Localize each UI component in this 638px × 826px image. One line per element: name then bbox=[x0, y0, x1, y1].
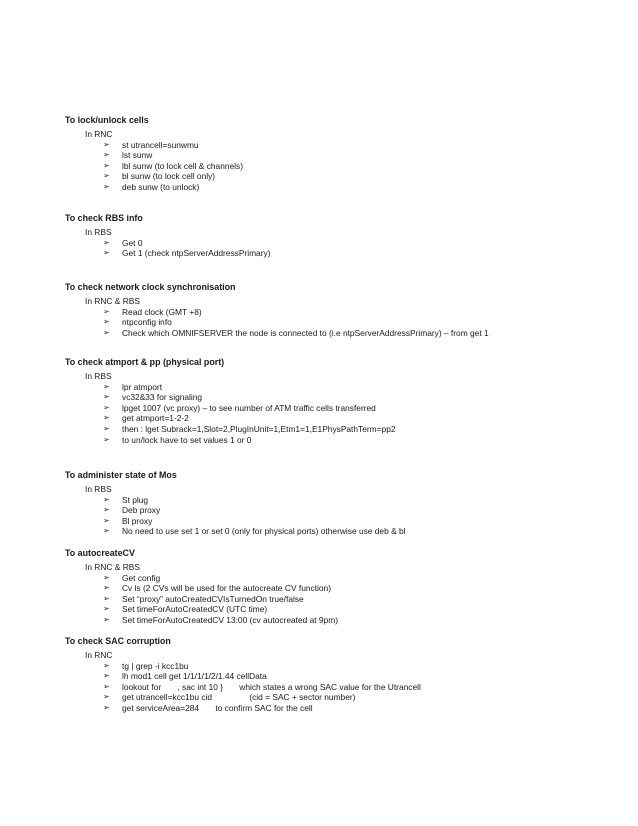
list-item bbox=[65, 692, 618, 703]
list-item bbox=[65, 703, 618, 714]
arrow-bullet-icon: ➢ bbox=[103, 402, 110, 412]
list-item-text: bl sunw (to lock cell only) bbox=[122, 171, 216, 182]
arrow-bullet-icon: ➢ bbox=[103, 583, 110, 593]
list-item-text: get serviceArea=284 to confirm SAC for the cell bbox=[122, 702, 313, 713]
arrow-bullet-icon: ➢ bbox=[103, 237, 110, 247]
list-item bbox=[65, 140, 618, 151]
arrow-bullet-icon: ➢ bbox=[103, 392, 110, 402]
section-heading: To check RBS info bbox=[65, 213, 143, 223]
section-administer-mos bbox=[65, 470, 618, 537]
arrow-bullet-icon: ➢ bbox=[103, 413, 110, 423]
list-item bbox=[65, 248, 618, 259]
list-item-text: deb sunw (to unlock) bbox=[122, 181, 200, 192]
list-item-text: Bl proxy bbox=[122, 515, 153, 526]
list-item-text: st utrancell=sunwmu bbox=[122, 139, 199, 150]
arrow-bullet-icon: ➢ bbox=[103, 423, 110, 433]
section-context: In RBS bbox=[85, 227, 112, 237]
list-item bbox=[65, 171, 618, 182]
arrow-bullet-icon: ➢ bbox=[103, 515, 110, 525]
arrow-bullet-icon: ➢ bbox=[103, 692, 110, 702]
section-context: In RNC & RBS bbox=[85, 296, 140, 306]
list-item bbox=[65, 594, 618, 605]
list-item-text: lpget 1007 (vc proxy) – to see number of ATM traffic cells transferred bbox=[122, 402, 376, 413]
arrow-bullet-icon: ➢ bbox=[103, 526, 110, 536]
arrow-bullet-icon: ➢ bbox=[103, 671, 110, 681]
arrow-bullet-icon: ➢ bbox=[103, 494, 110, 504]
section-lock-unlock-cells bbox=[65, 115, 618, 193]
list-item bbox=[65, 161, 618, 172]
arrow-bullet-icon: ➢ bbox=[103, 327, 110, 337]
list-item bbox=[65, 583, 618, 594]
section-context: In RBS bbox=[85, 484, 112, 494]
list-item bbox=[65, 671, 618, 682]
command-list bbox=[65, 382, 618, 446]
list-item-text: Check which OMNIFSERVER the node is connected to (i.e ntpServerAddressPrimary) – from get 1 bbox=[122, 327, 489, 338]
list-item-text: Get 0 bbox=[122, 237, 143, 248]
arrow-bullet-icon: ➢ bbox=[103, 702, 110, 712]
command-list bbox=[65, 140, 618, 193]
list-item bbox=[65, 495, 618, 506]
list-item-text: No need to use set 1 or set 0 (only for physical ports) otherwise use deb & bl bbox=[122, 526, 406, 537]
list-item-text: vc32&33 for signaling bbox=[122, 392, 203, 403]
section-heading: To check atmport & pp (physical port) bbox=[65, 357, 225, 367]
section-context: In RBS bbox=[85, 371, 112, 381]
list-item bbox=[65, 526, 618, 537]
list-item-text: Get config bbox=[122, 572, 161, 583]
list-item-text: Read clock (GMT +8) bbox=[122, 306, 202, 317]
list-item-text: lh mod1 cell get 1/1/1/1/2/1.44 cellData bbox=[122, 671, 267, 682]
list-item-text: get atmport=1-2-2 bbox=[122, 413, 189, 424]
arrow-bullet-icon: ➢ bbox=[103, 160, 110, 170]
arrow-bullet-icon: ➢ bbox=[103, 681, 110, 691]
arrow-bullet-icon: ➢ bbox=[103, 604, 110, 614]
list-item-text: Deb proxy bbox=[122, 505, 161, 516]
list-item bbox=[65, 403, 618, 414]
list-item bbox=[65, 682, 618, 693]
list-item-text: get utrancell=kcc1bu cid (cid = SAC + sector number) bbox=[122, 692, 356, 703]
section-atmport-pp bbox=[65, 357, 618, 445]
list-item bbox=[65, 604, 618, 615]
arrow-bullet-icon: ➢ bbox=[103, 660, 110, 670]
list-item bbox=[65, 615, 618, 626]
arrow-bullet-icon: ➢ bbox=[103, 434, 110, 444]
section-context: In RNC bbox=[85, 129, 113, 139]
list-item bbox=[65, 317, 618, 328]
list-item bbox=[65, 413, 618, 424]
arrow-bullet-icon: ➢ bbox=[103, 505, 110, 515]
arrow-bullet-icon: ➢ bbox=[103, 317, 110, 327]
list-item-text: lpr atmport bbox=[122, 381, 163, 392]
list-item bbox=[65, 238, 618, 249]
arrow-bullet-icon: ➢ bbox=[103, 181, 110, 191]
list-item bbox=[65, 435, 618, 446]
list-item-text: lbl sunw (to lock cell & channels) bbox=[122, 160, 244, 171]
list-item bbox=[65, 505, 618, 516]
arrow-bullet-icon: ➢ bbox=[103, 572, 110, 582]
section-heading: To autocreateCV bbox=[65, 548, 135, 558]
section-network-clock-sync bbox=[65, 282, 618, 338]
list-item-text: to un/lock have to set values 1 or 0 bbox=[122, 434, 252, 445]
list-item-text: Cv ls (2 CVs will be used for the autocreate CV function) bbox=[122, 583, 332, 594]
list-item-text: Set timeForAutoCreatedCV (UTC time) bbox=[122, 604, 268, 615]
section-context: In RNC & RBS bbox=[85, 562, 140, 572]
section-heading: To check network clock synchronisation bbox=[65, 282, 236, 292]
list-item-text: St plug bbox=[122, 494, 149, 505]
section-check-rbs-info bbox=[65, 213, 618, 259]
list-item-text: then : lget Subrack=1,Slot=2,PlugInUnit=1,Etm1=1,E1PhysPathTerm=pp2 bbox=[122, 423, 396, 434]
list-item bbox=[65, 328, 618, 339]
section-heading: To check SAC corruption bbox=[65, 636, 171, 646]
arrow-bullet-icon: ➢ bbox=[103, 381, 110, 391]
list-item bbox=[65, 516, 618, 527]
arrow-bullet-icon: ➢ bbox=[103, 306, 110, 316]
list-item bbox=[65, 150, 618, 161]
list-item bbox=[65, 382, 618, 393]
list-item bbox=[65, 661, 618, 672]
list-item-text: Get 1 (check ntpServerAddressPrimary) bbox=[122, 248, 271, 259]
arrow-bullet-icon: ➢ bbox=[103, 171, 110, 181]
section-heading: To administer state of Mos bbox=[65, 470, 177, 480]
list-item bbox=[65, 307, 618, 318]
arrow-bullet-icon: ➢ bbox=[103, 139, 110, 149]
section-autocreate-cv bbox=[65, 548, 618, 626]
arrow-bullet-icon: ➢ bbox=[103, 614, 110, 624]
section-sac-corruption bbox=[65, 636, 618, 714]
arrow-bullet-icon: ➢ bbox=[103, 248, 110, 258]
command-list bbox=[65, 573, 618, 626]
list-item bbox=[65, 392, 618, 403]
list-item-text: lookout for , sac int 10 } which states a wrong SAC value for the Utrancell bbox=[122, 681, 421, 692]
list-item-text: Set “proxy” autoCreatedCVIsTurnedOn true/false bbox=[122, 593, 304, 604]
list-item-text: tg | grep -i kcc1bu bbox=[122, 660, 189, 671]
list-item-text: Set timeForAutoCreatedCV 13:00 (cv autocreated at 9pm) bbox=[122, 614, 338, 625]
command-list bbox=[65, 661, 618, 714]
list-item bbox=[65, 182, 618, 193]
list-item-text: ntpconfig info bbox=[122, 317, 172, 328]
list-item-text: lst sunw bbox=[122, 150, 153, 161]
list-item bbox=[65, 573, 618, 584]
section-heading: To lock/unlock cells bbox=[65, 115, 149, 125]
list-item bbox=[65, 424, 618, 435]
section-context: In RNC bbox=[85, 650, 113, 660]
command-list bbox=[65, 238, 618, 259]
arrow-bullet-icon: ➢ bbox=[103, 150, 110, 160]
command-list bbox=[65, 495, 618, 537]
command-list bbox=[65, 307, 618, 339]
arrow-bullet-icon: ➢ bbox=[103, 593, 110, 603]
